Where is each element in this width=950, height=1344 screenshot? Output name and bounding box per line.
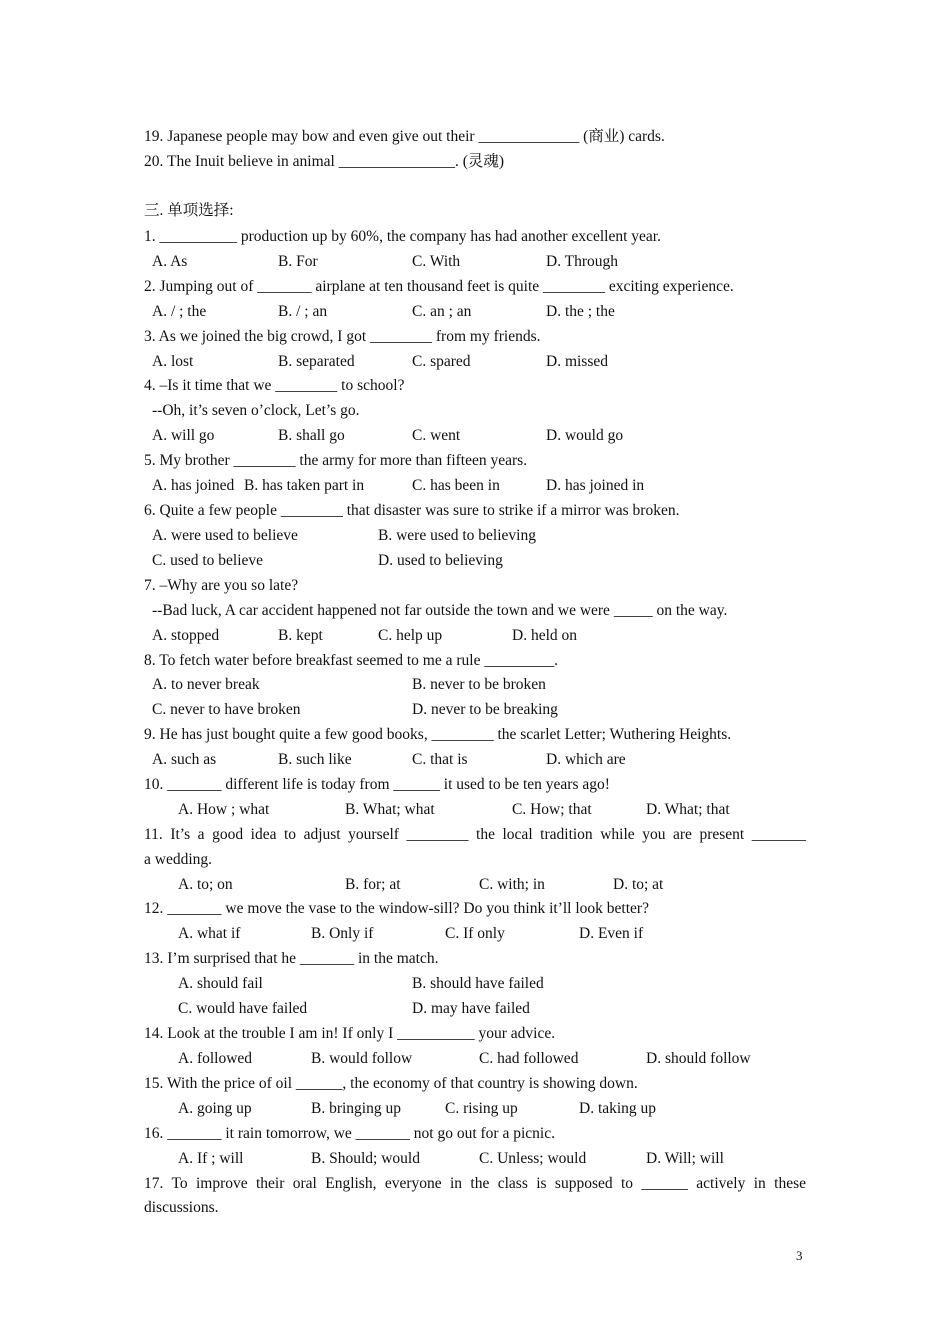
option-d: D. What; that — [646, 801, 730, 818]
option-d: D. has joined in — [546, 477, 645, 494]
option-c: C. would have failed — [178, 1000, 308, 1017]
option-a: A. As — [152, 253, 188, 270]
option-b: B. shall go — [278, 427, 345, 444]
option-c: C. With — [412, 253, 461, 270]
option-c: C. went — [412, 427, 461, 444]
option-b: B. never to be broken — [412, 676, 546, 693]
option-d: D. to; at — [613, 876, 664, 893]
question-stem: 2. Jumping out of _______ airplane at ten thousand feet is quite ________ exciting experience. — [144, 278, 734, 295]
option-b: B. For — [278, 253, 318, 270]
option-a: A. has joined — [152, 477, 235, 494]
option-a: A. going up — [178, 1100, 252, 1117]
option-d: D. Through — [546, 253, 619, 270]
option-a: A. lost — [152, 353, 194, 370]
option-d: D. missed — [546, 353, 608, 370]
option-c: C. If only — [445, 925, 505, 942]
option-d: D. taking up — [579, 1100, 657, 1117]
option-a: A. such as — [152, 751, 217, 768]
question-stem-continuation: a wedding. — [144, 851, 213, 868]
option-a: A. were used to believe — [152, 527, 298, 544]
option-c: C. had followed — [479, 1050, 579, 1067]
question-stem: 6. Quite a few people ________ that disaster was sure to strike if a mirror was broken. — [144, 502, 680, 519]
question-stem: 12. _______ we move the vase to the window-sill? Do you think it’ll look better? — [144, 900, 649, 917]
option-a: A. will go — [152, 427, 215, 444]
question-stem: 10. _______ different life is today from ______ it used to be ten years ago! — [144, 776, 610, 793]
option-d: D. Will; will — [646, 1150, 724, 1167]
option-b: B. has taken part in — [244, 477, 365, 494]
page-number: 3 — [796, 1248, 803, 1263]
option-b: B. Should; would — [311, 1150, 420, 1167]
option-d: D. never to be breaking — [412, 701, 558, 718]
option-a: A. followed — [178, 1050, 253, 1067]
question-stem: 16. _______ it rain tomorrow, we _______ not go out for a picnic. — [144, 1125, 555, 1142]
question-stem-continuation: --Bad luck, A car accident happened not far outside the town and we were _____ on the way. — [152, 602, 728, 619]
option-c: C. rising up — [445, 1100, 518, 1117]
section-title: 三. 单项选择: — [144, 202, 234, 219]
option-d: D. should follow — [646, 1050, 751, 1067]
option-d: D. may have failed — [412, 1000, 530, 1017]
option-c: C. that is — [412, 751, 468, 768]
option-c: C. How; that — [512, 801, 592, 818]
fill-in-question-19: 19. Japanese people may bow and even give out their _____________ (商业) cards. — [144, 128, 665, 145]
option-b: B. kept — [278, 627, 323, 644]
option-a: A. / ; the — [152, 303, 207, 320]
option-d: D. Even if — [579, 925, 644, 942]
option-a: A. what if — [178, 925, 241, 942]
question-stem-continuation: discussions. — [144, 1199, 219, 1216]
option-a: A. should fail — [178, 975, 263, 992]
question-stem-continuation: --Oh, it’s seven o’clock, Let’s go. — [152, 402, 360, 419]
option-a: A. If ; will — [178, 1150, 244, 1167]
option-b: B. were used to believing — [378, 527, 536, 544]
option-d: D. held on — [512, 627, 578, 644]
question-stem: 14. Look at the trouble I am in! If only I __________ your advice. — [144, 1025, 556, 1042]
option-d: D. which are — [546, 751, 626, 768]
option-a: A. to; on — [178, 876, 233, 893]
option-b: B. such like — [278, 751, 352, 768]
option-c: C. used to believe — [152, 552, 264, 569]
question-stem: 15. With the price of oil ______, the economy of that country is showing down. — [144, 1075, 638, 1092]
option-a: A. stopped — [152, 627, 220, 644]
option-b: B. should have failed — [412, 975, 544, 992]
option-b: B. / ; an — [278, 303, 328, 320]
option-c: C. help up — [378, 627, 443, 644]
option-c: C. has been in — [412, 477, 500, 494]
option-c: C. an ; an — [412, 303, 472, 320]
question-stem: 3. As we joined the big crowd, I got ________ from my friends. — [144, 328, 541, 345]
option-b: B. for; at — [345, 876, 401, 893]
fill-in-question-20: 20. The Inuit believe in animal _______________. (灵魂) — [144, 153, 505, 170]
option-a: A. How ; what — [178, 801, 270, 818]
option-c: C. with; in — [479, 876, 545, 893]
question-stem: 8. To fetch water before breakfast seemed to me a rule _________. — [144, 652, 558, 669]
question-stem: 7. –Why are you so late? — [144, 577, 299, 594]
question-stem: 5. My brother ________ the army for more than fifteen years. — [144, 452, 528, 469]
question-stem: 13. I’m surprised that he _______ in the match. — [144, 950, 439, 967]
question-stem: 1. __________ production up by 60%, the company has had another excellent year. — [144, 228, 661, 245]
question-stem: 11. It’s a good idea to adjust yourself ________ the local tradition while you are present _______ — [144, 826, 806, 843]
option-b: B. What; what — [345, 801, 435, 818]
option-c: C. never to have broken — [152, 701, 301, 718]
option-d: D. used to believing — [378, 552, 503, 569]
option-c: C. spared — [412, 353, 471, 370]
question-stem: 17. To improve their oral English, everyone in the class is supposed to ______ actively in these — [144, 1175, 806, 1192]
option-a: A. to never break — [152, 676, 260, 693]
option-d: D. would go — [546, 427, 624, 444]
option-c: C. Unless; would — [479, 1150, 587, 1167]
option-d: D. the ; the — [546, 303, 615, 320]
question-stem: 9. He has just bought quite a few good books, ________ the scarlet Letter; Wuthering Heights. — [144, 726, 732, 743]
option-b: B. would follow — [311, 1050, 413, 1067]
question-stem: 4. –Is it time that we ________ to school? — [144, 377, 405, 394]
option-b: B. Only if — [311, 925, 374, 942]
option-b: B. bringing up — [311, 1100, 401, 1117]
option-b: B. separated — [278, 353, 355, 370]
